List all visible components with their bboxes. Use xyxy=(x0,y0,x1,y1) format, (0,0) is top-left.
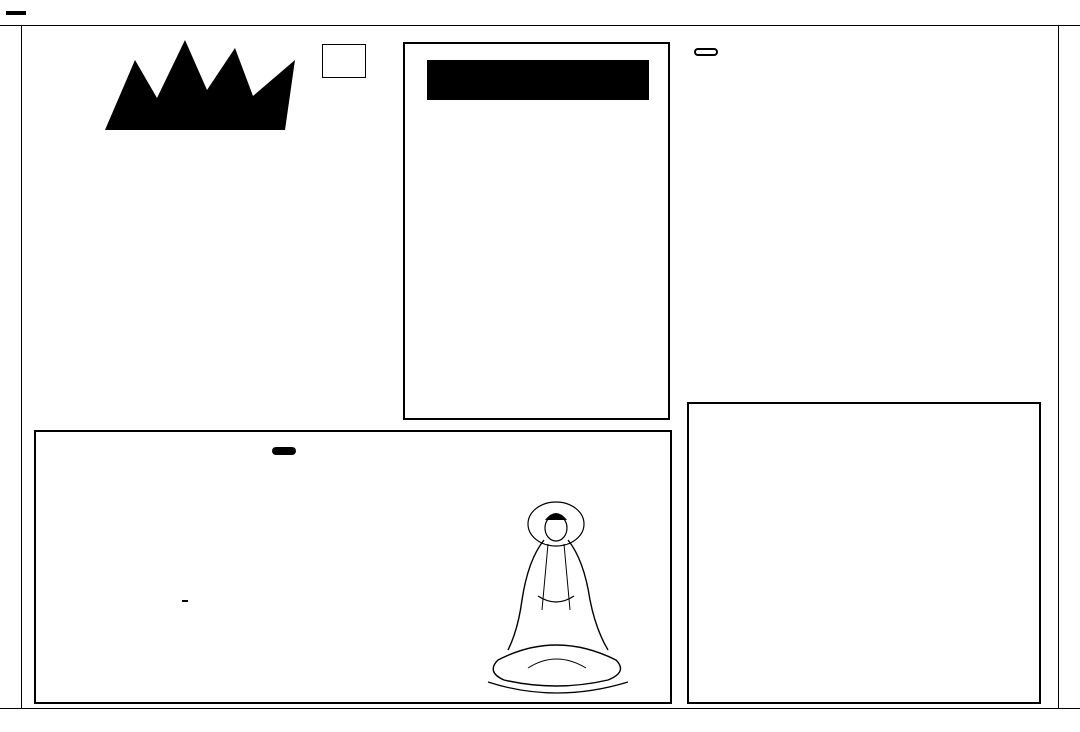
right-border-strip xyxy=(1058,26,1080,708)
burst-decoration xyxy=(95,40,305,130)
stamp-char xyxy=(323,45,344,61)
stamp-char xyxy=(323,61,344,77)
right-title-sub xyxy=(694,48,718,56)
xuanji-title xyxy=(272,447,304,455)
stamp-char xyxy=(344,61,365,77)
left-border-strip xyxy=(0,26,22,708)
nine-palace-grid xyxy=(687,402,1041,704)
hexagram-header xyxy=(70,600,300,602)
stamp-char xyxy=(344,45,365,61)
stamp-box xyxy=(322,44,366,78)
deity-illustration xyxy=(468,500,646,696)
header-title xyxy=(6,11,26,15)
bagua-wheel xyxy=(78,440,244,606)
xuanji-title-pill xyxy=(272,447,296,455)
bottom-border-strip xyxy=(0,708,1080,732)
hexagram-connector xyxy=(182,600,188,602)
top-border-strip xyxy=(0,0,1080,26)
zodiac-poem-box xyxy=(403,42,670,420)
poem-box-title xyxy=(427,60,649,100)
right-title xyxy=(682,48,718,56)
